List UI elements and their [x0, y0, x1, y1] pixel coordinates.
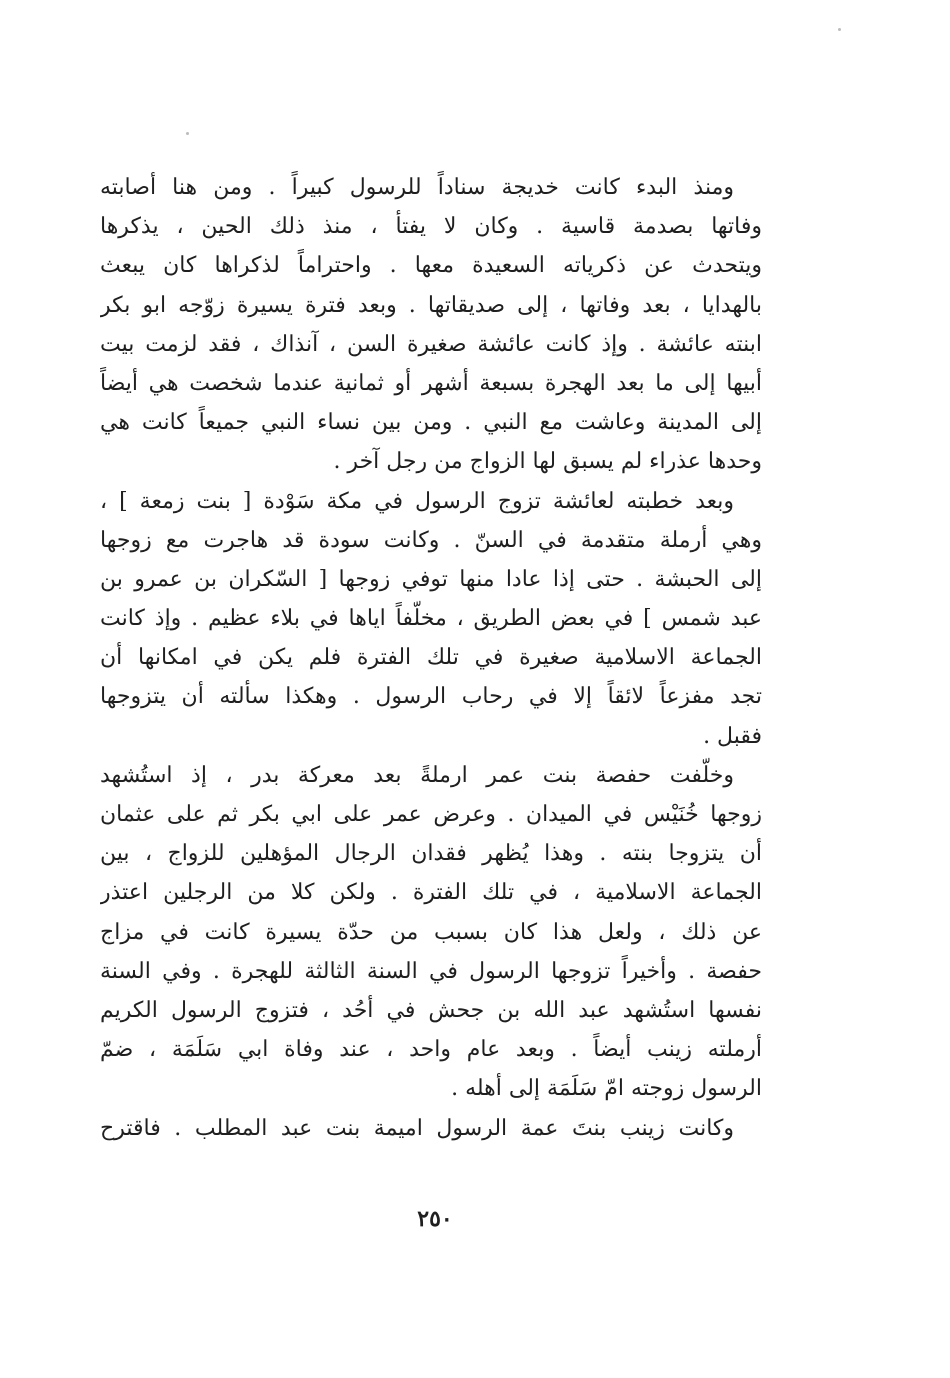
paragraph-4 — [100, 1109, 762, 1148]
text-line: أن يتزوجا بنته . وهذا يُظهر فقدان الرجال المؤهلين للزواج ، بين — [100, 841, 762, 867]
text-line: وخلّفت حفصة بنت عمر ارملةً بعد معركة بدر ، إذ استُشهد — [100, 762, 734, 788]
text-line: وكانت زينب بنتَ عمة الرسول اميمة بنت عبد المطلب . فاقترح — [100, 1115, 734, 1141]
text-line: بالهدايا ، بعد وفاتها ، إلى صديقاتها . وبعد فترة يسيرة زوّجه ابو بكر — [100, 292, 762, 318]
text-line: عن ذلك ، ولعل هذا كان بسبب من حدّة يسيرة كانت في مزاج — [100, 919, 762, 945]
paragraph-3 — [100, 756, 762, 1109]
text-line: فقبل . — [703, 723, 762, 749]
text-line: الجماعة الاسلامية صغيرة في تلك الفترة فلم يكن في امكانها أن — [100, 645, 762, 671]
paragraph-2 — [100, 482, 762, 756]
text-line: ومنذ البدء كانت خديجة سناداً للرسول كبيراً . ومن هنا أصابته — [100, 175, 735, 200]
text-line: ويتحدث عن ذكرياته السعيدة معها . واحتراماً لذكراها كان يبعث — [100, 253, 762, 279]
text-line: وحدها عذراء لم يسبق لها الزواج من رجل آخر . — [333, 449, 762, 475]
page-number: ٢٥٠ — [417, 1206, 453, 1232]
text-line: حفصة . وأخيراً تزوجها الرسول في السنة الثالثة للهجرة . وفي السنة — [100, 958, 762, 984]
text-line: إلى الحبشة . حتى إذا عادا منها توفي زوجها [ السّكران بن عمرو بن — [100, 566, 762, 592]
text-line: تجد مفزعاً لائقاً إلا في رحاب الرسول . وهكذا سألته أن يتزوجها — [100, 684, 762, 710]
text-line: إلى المدينة وعاشت مع النبي . ومن بين نساء النبي جميعاً كانت هي — [100, 410, 762, 436]
text-line: زوجها خُنَيْس في الميدان . وعرض عمر على ابي بكر ثم على عثمان — [100, 802, 762, 827]
text-line: الرسول زوجته امّ سَلَمَة إلى أهله . — [451, 1076, 762, 1102]
paragraph-1 — [100, 168, 762, 482]
text-line: وهي أرملة متقدمة في السنّ . وكانت سودة قد هاجرت مع زوجها — [100, 527, 762, 553]
scan-speck — [838, 28, 841, 31]
text-line: أبيها إلى ما بعد الهجرة بسبعة أشهر أو ثمانية عندما شخصت هي أيضاً — [100, 370, 762, 396]
text-line: وبعد خطبته لعائشة تزوج الرسول في مكة سَوْدة [ بنت زمعة ] ، — [100, 488, 734, 514]
text-line: وفاتها بصدمة قاسية . وكان لا يفتأ ، منذ ذلك الحين ، يذكرها — [100, 214, 762, 240]
text-line: الجماعة الاسلامية ، في تلك الفترة . ولكن كلا من الرجلين اعتذر — [100, 880, 762, 906]
text-line: نفسها استُشهد عبد الله بن جحش في أحُد ، فتزوج الرسول الكريم — [100, 997, 762, 1023]
text-line: عبد شمس ] في بعض الطريق ، مخلّفاً اياها في بلاء عظيم . وإذ كانت — [100, 606, 762, 632]
text-line: ابنته عائشة . وإذ كانت عائشة صغيرة السن ، آنذاك ، فقد لزمت بيت — [100, 331, 762, 357]
body-text — [100, 168, 762, 1148]
scan-speck — [186, 132, 189, 135]
text-line: أرملته زينب أيضاً . وبعد عام واحد ، عند وفاة ابي سَلَمَة ، ضمّ — [100, 1037, 762, 1063]
